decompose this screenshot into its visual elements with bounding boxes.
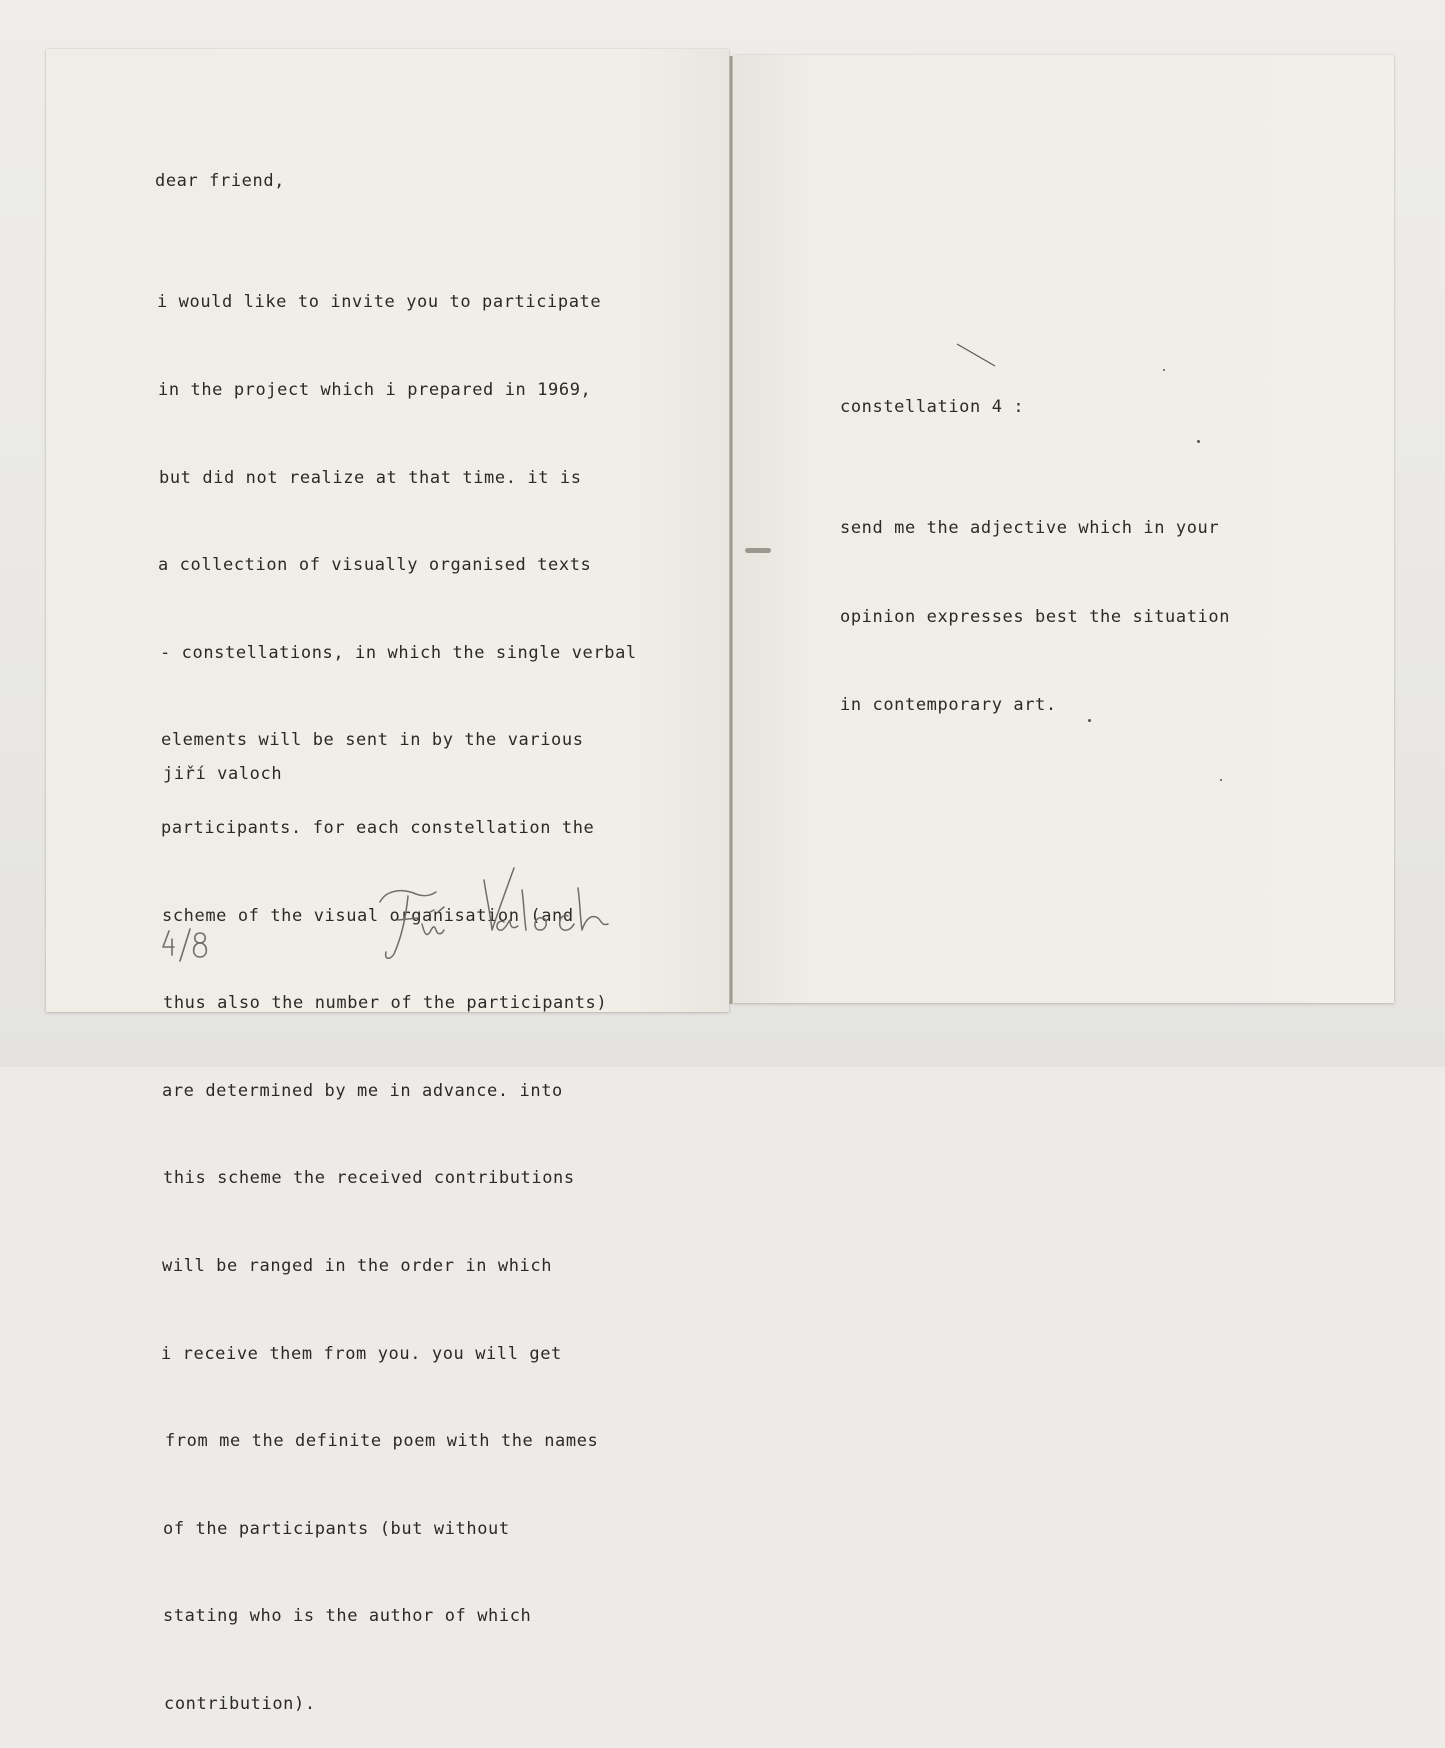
letter-line: i would like to invite you to participate	[157, 292, 602, 313]
instruction-line: send me the adjective which in your	[840, 518, 1220, 538]
paper-speck	[745, 548, 771, 553]
paper-speck	[1088, 719, 1091, 722]
letter-line: - constellations, in which the single verbal	[160, 642, 637, 663]
letter-line: stating who is the author of which	[163, 1606, 532, 1627]
edition-number-handwritten	[160, 925, 212, 965]
paper-speck	[1163, 369, 1165, 371]
letter-body	[157, 230, 637, 1748]
paper-speck	[1220, 779, 1222, 781]
letter-line: from me the definite poem with the names	[165, 1431, 599, 1452]
paper-scratch-mark	[955, 340, 1000, 370]
letter-line: i receive them from you. you will get	[161, 1343, 562, 1364]
letter-line: a collection of visually organised texts	[158, 555, 592, 576]
signature-handwritten	[372, 860, 628, 966]
sender-name: jiří valoch	[163, 764, 283, 784]
letter-line: in the project which i prepared in 1969,	[158, 380, 592, 400]
letter-line: elements will be sent in by the various	[161, 730, 584, 751]
letter-line: are determined by me in advance. into	[162, 1080, 563, 1101]
letter-line: will be ranged in the order in which	[162, 1255, 553, 1276]
constellation-instructions	[840, 455, 1230, 750]
letter-greeting: dear friend,	[155, 171, 286, 191]
booklet-spine	[729, 56, 733, 1004]
instruction-line: opinion expresses best the situation	[840, 606, 1231, 627]
letter-line: of the participants (but without	[163, 1518, 510, 1539]
letter-line: scheme of the visual organisation (and	[162, 905, 574, 926]
letter-line: thus also the number of the participants)	[163, 993, 608, 1014]
letter-line: but did not realize at that time. it is	[159, 467, 582, 488]
paper-speck	[1197, 440, 1200, 443]
letter-line: contribution).	[164, 1693, 316, 1714]
instruction-line: in contemporary art.	[840, 695, 1057, 715]
letter-line: participants. for each constellation the	[161, 817, 595, 838]
letter-line: this scheme the received contributions	[163, 1168, 575, 1189]
constellation-title: constellation 4 :	[840, 397, 1025, 417]
